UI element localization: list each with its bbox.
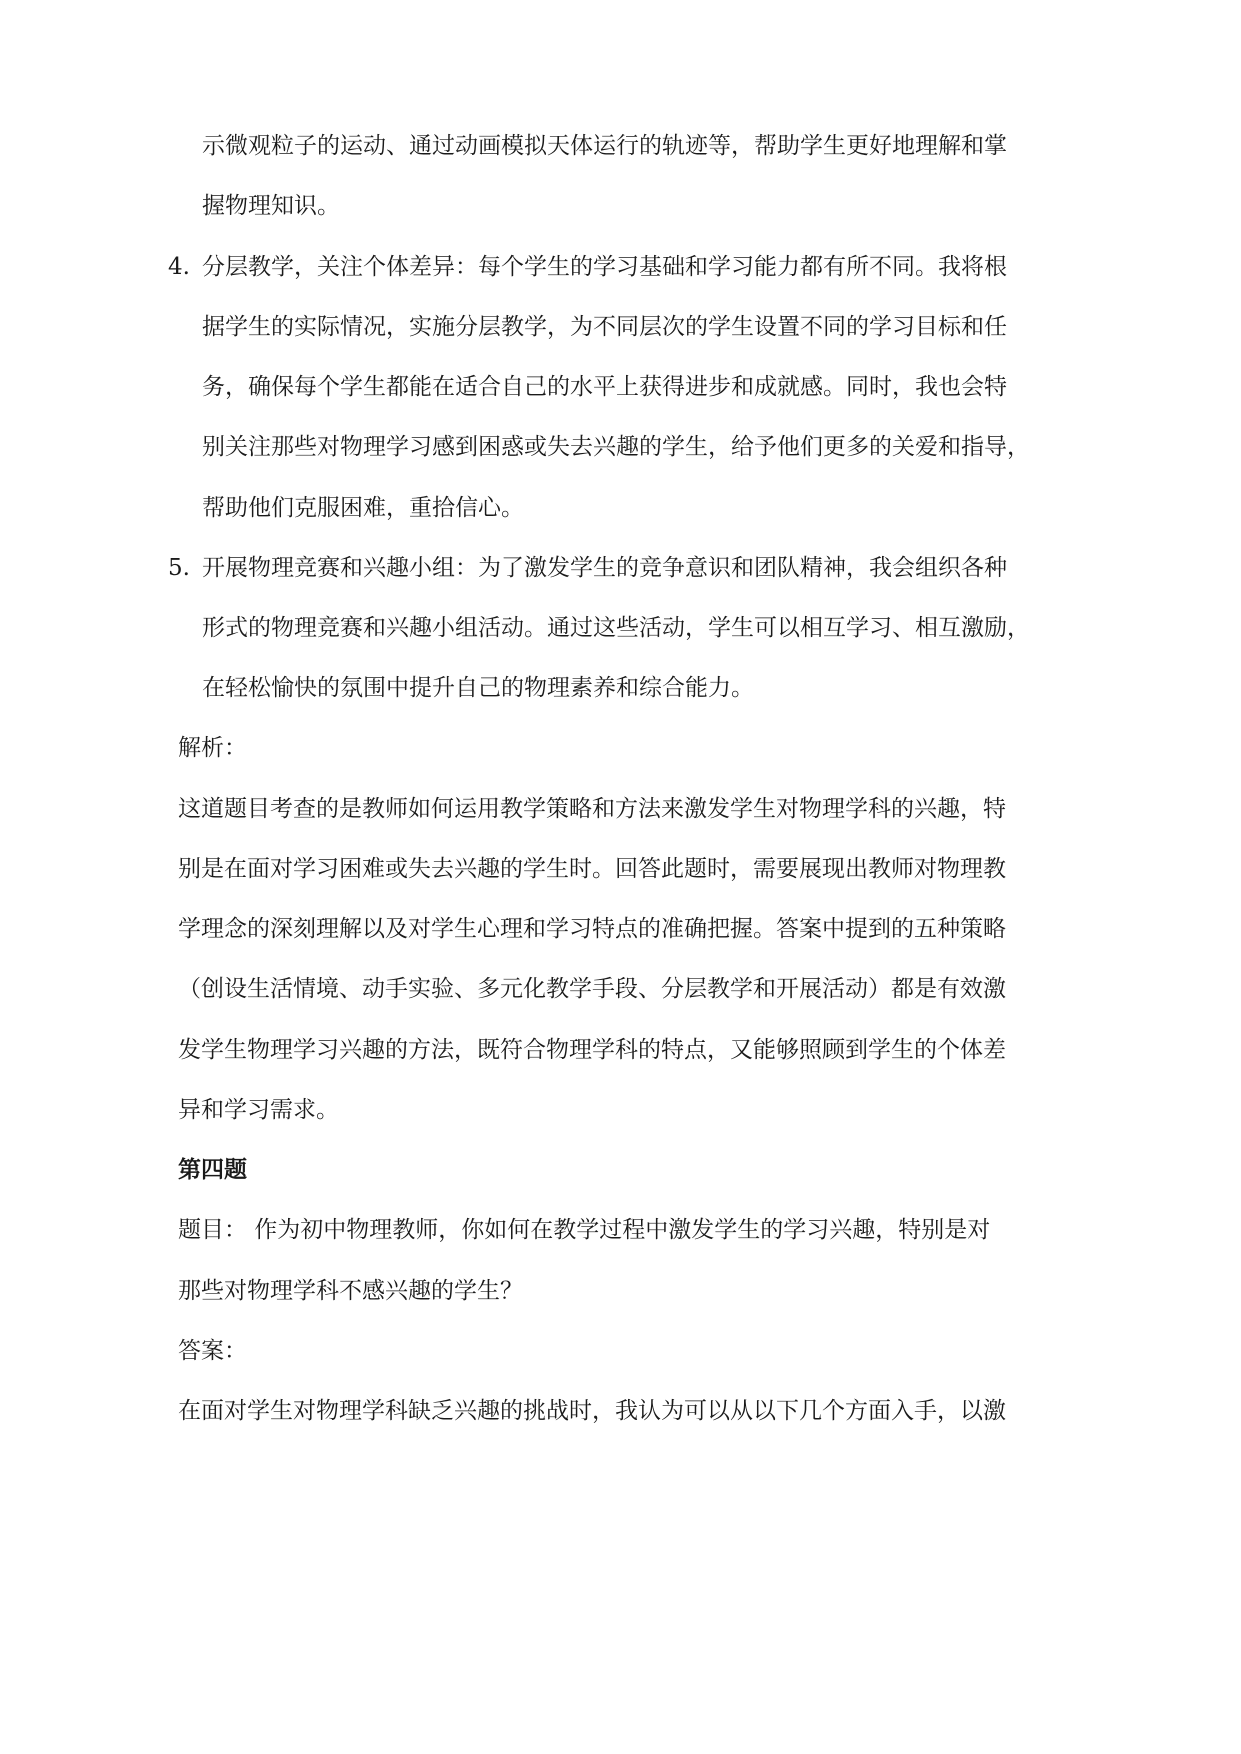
item5-line-1: 开展物理竞赛和兴趣小组：为了激发学生的竞争意识和团队精神，我会组织各种 [202, 555, 1007, 581]
item4-line-1: 分层教学，关注个体差异：每个学生的学习基础和学习能力都有所不同。我将根 [202, 254, 1007, 280]
question4-prompt-line-2: 那些对物理学科不感兴趣的学生？ [178, 1278, 523, 1304]
analysis-label: 解析： [178, 735, 247, 761]
analysis-line-4: （创设生活情境、动手实验、多元化教学手段、分层教学和开展活动）都是有效激 [178, 976, 1006, 1002]
item4-number: 4. [168, 254, 190, 280]
item3-line-1: 示微观粒子的运动、通过动画模拟天体运行的轨迹等，帮助学生更好地理解和掌 [202, 133, 1007, 159]
item5-line-3: 在轻松愉快的氛围中提升自己的物理素养和综合能力。 [202, 675, 754, 701]
item4-line-4: 别关注那些对物理学习感到困惑或失去兴趣的学生，给予他们更多的关爱和指导， [202, 434, 1030, 460]
analysis-line-1: 这道题目考查的是教师如何运用教学策略和方法来激发学生对物理学科的兴趣，特 [178, 796, 1006, 822]
item5-line-2: 形式的物理竞赛和兴趣小组活动。通过这些活动，学生可以相互学习、相互激励， [202, 615, 1030, 641]
answer-line-1: 在面对学生对物理学科缺乏兴趣的挑战时，我认为可以从以下几个方面入手，以激 [178, 1398, 1006, 1424]
item5-number: 5. [168, 555, 190, 581]
item4-line-2: 据学生的实际情况，实施分层教学，为不同层次的学生设置不同的学习目标和任 [202, 314, 1007, 340]
question4-prompt-line-1: 题目： 作为初中物理教师，你如何在教学过程中激发学生的学习兴趣，特别是对 [178, 1217, 991, 1243]
item4-line-3: 务，确保每个学生都能在适合自己的水平上获得进步和成就感。同时，我也会特 [202, 374, 1007, 400]
analysis-line-2: 别是在面对学习困难或失去兴趣的学生时。回答此题时，需要展现出教师对物理教 [178, 856, 1006, 882]
analysis-line-5: 发学生物理学习兴趣的方法，既符合物理学科的特点，又能够照顾到学生的个体差 [178, 1037, 1006, 1063]
item4-line-5: 帮助他们克服困难，重拾信心。 [202, 495, 524, 521]
analysis-line-6: 异和学习需求。 [178, 1097, 339, 1123]
item3-line-2: 握物理知识。 [202, 193, 340, 219]
answer-label: 答案： [178, 1338, 247, 1364]
analysis-line-3: 学理念的深刻理解以及对学生心理和学习特点的准确把握。答案中提到的五种策略 [178, 916, 1006, 942]
question4-heading: 第四题 [178, 1156, 247, 1183]
